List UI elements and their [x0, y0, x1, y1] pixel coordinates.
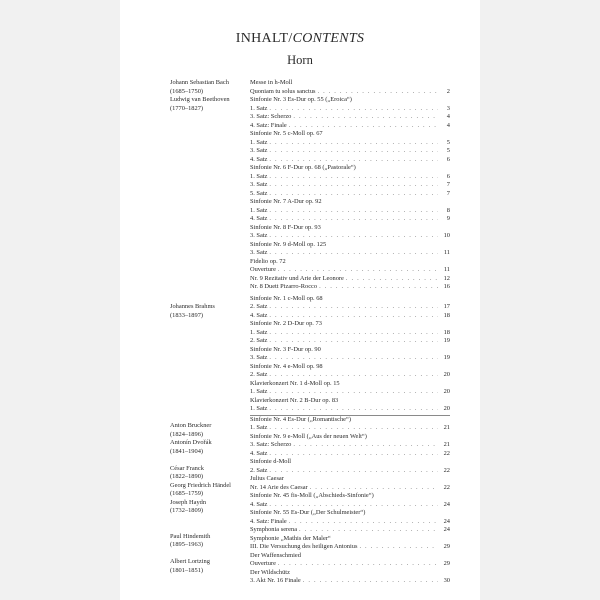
- title-italic: CONTENTS: [292, 31, 365, 46]
- entry-label: 4. Satz: [250, 449, 268, 457]
- dot-leader: [269, 232, 438, 241]
- entry-label: Nr. 9 Rezitativ und Arie der Leonore: [250, 274, 344, 282]
- toc-entry: [250, 88, 450, 97]
- work-title-text: Sinfonie Nr. 3 F-Dur op. 90: [250, 345, 321, 353]
- page-number: 6: [446, 172, 450, 180]
- instrument-subtitle: Horn: [287, 53, 313, 67]
- dot-leader: [293, 113, 438, 122]
- entry-label: 1. Satz: [250, 424, 268, 431]
- dot-leader: [269, 215, 438, 224]
- toc-entry: [250, 441, 450, 450]
- page-number: 16: [443, 283, 450, 290]
- composer-dates: (1685–1759): [170, 490, 204, 497]
- work-title: [250, 363, 450, 372]
- entry-label: Ouverture: [250, 266, 276, 273]
- entry-label: 1. Satz: [250, 104, 268, 112]
- work-title-text: Sinfonie Nr. 9 d-Moll op. 125: [250, 240, 327, 248]
- work-title-text: Sinfonie Nr. 6 F-Dur op. 68 („Pastorale“): [250, 164, 356, 171]
- composer-name: Albert Lortzing: [170, 558, 210, 565]
- work-title-text: Sinfonie Nr. 2 D-Dur op. 73: [250, 320, 322, 327]
- entry-label: 1. Satz: [250, 405, 268, 412]
- toc-entry: [250, 354, 450, 363]
- entry-label: 1. Satz: [250, 206, 268, 214]
- dot-leader: [303, 577, 438, 586]
- dot-leader: [289, 518, 438, 527]
- entry-label: Nr. 14 Arie des Caesar: [250, 483, 308, 491]
- work-title-text: Klavierkonzert Nr. 1 d-Moll op. 15: [250, 379, 340, 387]
- composer-entry: [170, 499, 206, 516]
- work-title-text: Sinfonie Nr. 4 Es-Dur („Romantische“): [250, 415, 351, 423]
- page-number: 10: [443, 232, 450, 239]
- composer-name: Paul Hindemith: [170, 532, 211, 540]
- entry-label: 2. Satz: [250, 303, 268, 310]
- composer-name: Anton Bruckner: [170, 422, 212, 429]
- toc-entry: [250, 337, 450, 346]
- toc-entry: [250, 526, 450, 535]
- work-title: [250, 492, 450, 501]
- entry-label: 2. Satz: [250, 466, 268, 474]
- work-title-text: Julius Caesar: [250, 475, 284, 482]
- page-number: 24: [443, 517, 450, 525]
- composer-dates: (1824–1896): [170, 430, 204, 438]
- work-title: [250, 96, 450, 105]
- page-number: 7: [446, 181, 450, 188]
- toc-entry: [250, 303, 450, 312]
- page-number: 19: [443, 337, 450, 344]
- entry-label: 1. Satz: [250, 328, 268, 336]
- work-title-text: Sinfonie d-Moll: [250, 458, 292, 465]
- dot-leader: [269, 207, 438, 216]
- dot-leader: [269, 450, 438, 459]
- entry-label: 3. Satz: [250, 232, 268, 239]
- page-number: 11: [443, 266, 450, 273]
- entry-label: 3. Satz: Scherzo: [250, 113, 292, 120]
- page-number: 4: [446, 113, 450, 120]
- entry-label: 3. Satz: [250, 354, 268, 361]
- work-title-text: Fidelio op. 72: [250, 257, 286, 265]
- composer-dates: (1841–1904): [170, 447, 204, 455]
- work-title-text: Symphonie „Mathis der Maler“: [250, 534, 331, 542]
- entry-label: Klavierkonzert Nr. 2 B-Dur op. 83: [250, 396, 339, 404]
- toc-entry: [250, 397, 450, 406]
- toc-entry: [250, 283, 450, 292]
- toc-entry: [250, 467, 450, 476]
- work-title: [250, 509, 450, 518]
- dot-leader: [269, 371, 438, 380]
- work-title-text: Sinfonie Nr. 9 e-Moll („Aus der neuen Welt“): [250, 432, 367, 440]
- dot-leader: [289, 122, 438, 131]
- dot-leader: [278, 266, 438, 275]
- dot-leader: [269, 388, 438, 397]
- composer-name: Georg Friedrich Händel: [170, 481, 231, 489]
- page-number: 29: [443, 560, 450, 567]
- dot-leader: [269, 147, 438, 156]
- dot-leader: [269, 467, 438, 476]
- work-title-text: Messe in h-Moll: [250, 79, 293, 86]
- composer-entry: [170, 422, 211, 439]
- dot-leader: [318, 88, 438, 97]
- dot-leader: [269, 329, 438, 338]
- composer-dates: (1732–1809): [170, 507, 204, 514]
- entry-label: 5. Satz: [250, 189, 268, 197]
- composer-column: [170, 79, 245, 584]
- entry-label: III. Die Versuchung des heiligen Antonius: [250, 543, 358, 550]
- dot-leader: [269, 181, 438, 190]
- work-title: [250, 569, 450, 578]
- work-title-text: Sinfonie Nr. 45 fis-Moll („Abschieds-Sinfonie“): [250, 492, 374, 499]
- dot-leader: [359, 543, 438, 552]
- composer-entry: [170, 79, 229, 96]
- toc-entry: [250, 181, 450, 190]
- dot-leader: [346, 275, 438, 284]
- toc-entry: [250, 207, 450, 216]
- page-number: 5: [446, 147, 450, 154]
- page-number: 20: [443, 388, 450, 395]
- dot-leader: [269, 312, 438, 321]
- entry-label: 3. Satz: [250, 181, 268, 188]
- page-number: 18: [443, 328, 450, 336]
- toc-entry: [250, 405, 450, 414]
- work-title: [250, 433, 450, 442]
- composer-name: Johannes Brahms: [170, 303, 215, 310]
- entry-label: 3. Satz: [250, 147, 268, 154]
- composer-entry: [170, 439, 212, 456]
- composer-entry: [170, 465, 204, 482]
- composer-entry: [170, 482, 231, 499]
- entry-label: 1. Satz: [250, 172, 268, 180]
- toc-entry: [250, 105, 450, 114]
- works-column: [250, 79, 450, 586]
- page-number: 17: [443, 303, 450, 310]
- page-number: 18: [443, 311, 450, 319]
- title-main: INHALT/: [235, 31, 293, 46]
- toc-entry: [250, 232, 450, 241]
- composer-dates: (1833–1897): [170, 311, 204, 319]
- page-title: [120, 31, 480, 47]
- composer-entry: [170, 96, 230, 113]
- dot-leader: [269, 303, 438, 312]
- entry-label: 1. Satz: [250, 138, 268, 146]
- work-title: [250, 164, 450, 173]
- work-title: [250, 320, 450, 329]
- work-title: [250, 258, 450, 267]
- entry-label: 2. Satz: [250, 371, 268, 378]
- page-number: 9: [446, 215, 450, 222]
- dot-leader: [269, 190, 438, 199]
- entry-label: 4. Satz: [250, 215, 268, 222]
- page-number: 22: [443, 449, 450, 457]
- toc-entry: [250, 190, 450, 199]
- page-number: 20: [443, 405, 450, 412]
- page-number: 4: [446, 121, 450, 129]
- dot-leader: [293, 441, 438, 450]
- composer-entry: [170, 558, 210, 575]
- work-title: [250, 535, 450, 544]
- work-title-text: Sinfonie Nr. 1 c-Moll op. 68: [250, 294, 323, 302]
- entry-label: Symphonia serena: [250, 526, 298, 533]
- work-title: [250, 458, 450, 467]
- toc-entry: [250, 543, 450, 552]
- dot-leader: [278, 560, 438, 569]
- toc-entry: [250, 388, 450, 397]
- entry-label: 2. Satz: [250, 337, 268, 344]
- toc-entry: [250, 371, 450, 380]
- page-number: 7: [446, 189, 450, 197]
- page-number: 2: [446, 87, 450, 95]
- work-title-text: Der Wildschütz: [250, 568, 290, 576]
- work-title: [250, 295, 450, 304]
- entry-label: 3. Akt Nr. 16 Finale: [250, 577, 301, 584]
- work-title: [250, 552, 450, 561]
- dot-leader: [269, 424, 438, 433]
- toc-entry: [250, 266, 450, 275]
- work-title: [250, 241, 450, 250]
- toc-entry: [250, 139, 450, 148]
- dot-leader: [319, 283, 438, 292]
- composer-dates: (1822–1890): [170, 473, 204, 480]
- work-title: [250, 380, 450, 389]
- composer-dates: (1770–1827): [170, 104, 204, 112]
- page-number: 5: [446, 138, 450, 146]
- entry-label: Ouverture: [250, 560, 276, 567]
- toc-entry: [250, 147, 450, 156]
- dot-leader: [269, 249, 438, 258]
- dot-leader: [269, 139, 438, 148]
- work-title-text: Sinfonie Nr. 8 F-Dur op. 93: [250, 223, 321, 231]
- composer-entry: [170, 303, 215, 320]
- page-number: 20: [443, 371, 450, 378]
- composer-entry: [170, 533, 210, 550]
- page-number: 21: [443, 424, 450, 431]
- work-title: [250, 415, 450, 425]
- composer-dates: (1685–1750): [170, 87, 204, 95]
- toc-entry: [250, 312, 450, 321]
- page-number: 12: [443, 274, 450, 282]
- page-number: 3: [446, 104, 450, 112]
- dot-leader: [269, 337, 438, 346]
- composer-name: Joseph Haydn: [170, 498, 207, 506]
- entry-label: Nr. 8 Duett Pizarro-Rocco: [250, 283, 318, 290]
- toc-entry: [250, 560, 450, 569]
- page-number: 8: [446, 206, 450, 214]
- page-number: 19: [443, 354, 450, 361]
- toc-entry: [250, 122, 450, 131]
- page-number: 22: [443, 466, 450, 474]
- toc-entry: [250, 577, 450, 586]
- work-title-text: Der Waffenschmied: [250, 551, 301, 559]
- page-number: 30: [443, 577, 450, 584]
- work-title-text: Sinfonie Nr. 4 e-Moll op. 98: [250, 362, 323, 370]
- dot-leader: [310, 484, 438, 493]
- toc-entry: [250, 424, 450, 433]
- toc-entry: [250, 173, 450, 182]
- composer-name: Antonín Dvořák: [170, 439, 212, 446]
- toc-entry: [250, 249, 450, 258]
- page-number: 24: [443, 500, 450, 508]
- toc-entry: [250, 329, 450, 338]
- composer-dates: (1895–1963): [170, 541, 204, 548]
- composer-name: Johann Sebastian Bach: [170, 79, 229, 86]
- dot-leader: [269, 105, 438, 114]
- composer-name: César Franck: [170, 464, 204, 472]
- entry-label: 4. Satz: [250, 500, 268, 508]
- work-title: [250, 198, 450, 207]
- entry-label: 4. Satz: Finale: [250, 517, 287, 525]
- toc-entry: [250, 215, 450, 224]
- dot-leader: [269, 501, 438, 510]
- dot-leader: [269, 173, 438, 182]
- toc-entry: [250, 450, 450, 459]
- work-title: [250, 346, 450, 355]
- entry-label: 1. Satz: [250, 388, 268, 395]
- contents-page: [120, 0, 480, 600]
- dot-leader: [269, 156, 438, 165]
- page-number: 6: [446, 155, 450, 163]
- entry-label: Quoniam tu solus sanctus: [250, 87, 316, 95]
- work-title: [250, 224, 450, 233]
- work-title-text: Sinfonie Nr. 3 Es-Dur op. 55 („Eroica“): [250, 96, 352, 103]
- page-number: 11: [443, 249, 450, 256]
- toc-entry: [250, 156, 450, 165]
- work-title-text: Sinfonie Nr. 55 Es-Dur („Der Schulmeister“): [250, 509, 366, 516]
- entry-label: 3. Satz: Scherzo: [250, 441, 292, 448]
- dot-leader: [299, 526, 438, 535]
- toc-entry: [250, 275, 450, 284]
- toc-entry: [250, 518, 450, 527]
- toc-entry: [250, 484, 450, 493]
- composer-dates: (1801–1851): [170, 566, 204, 574]
- work-title: [250, 79, 450, 88]
- entry-label: 4. Satz: [250, 155, 268, 163]
- entry-label: 3. Satz: [250, 249, 268, 256]
- work-title: [250, 475, 450, 484]
- work-title: [250, 130, 450, 139]
- dot-leader: [269, 405, 438, 414]
- dot-leader: [269, 354, 438, 363]
- page-number: 29: [443, 543, 450, 550]
- composer-name: Ludwig van Beethoven: [170, 96, 230, 103]
- work-title-text: Sinfonie Nr. 5 c-Moll op. 67: [250, 130, 323, 137]
- toc-entry: [250, 113, 450, 122]
- page-number: 22: [443, 483, 450, 491]
- toc-entry: [250, 501, 450, 510]
- entry-label: 4. Satz: Finale: [250, 121, 287, 129]
- page-number: 21: [443, 441, 450, 448]
- work-title-text: Sinfonie Nr. 7 A-Dur op. 92: [250, 198, 322, 205]
- entry-label: 4. Satz: [250, 311, 268, 319]
- page-number: 24: [443, 526, 450, 533]
